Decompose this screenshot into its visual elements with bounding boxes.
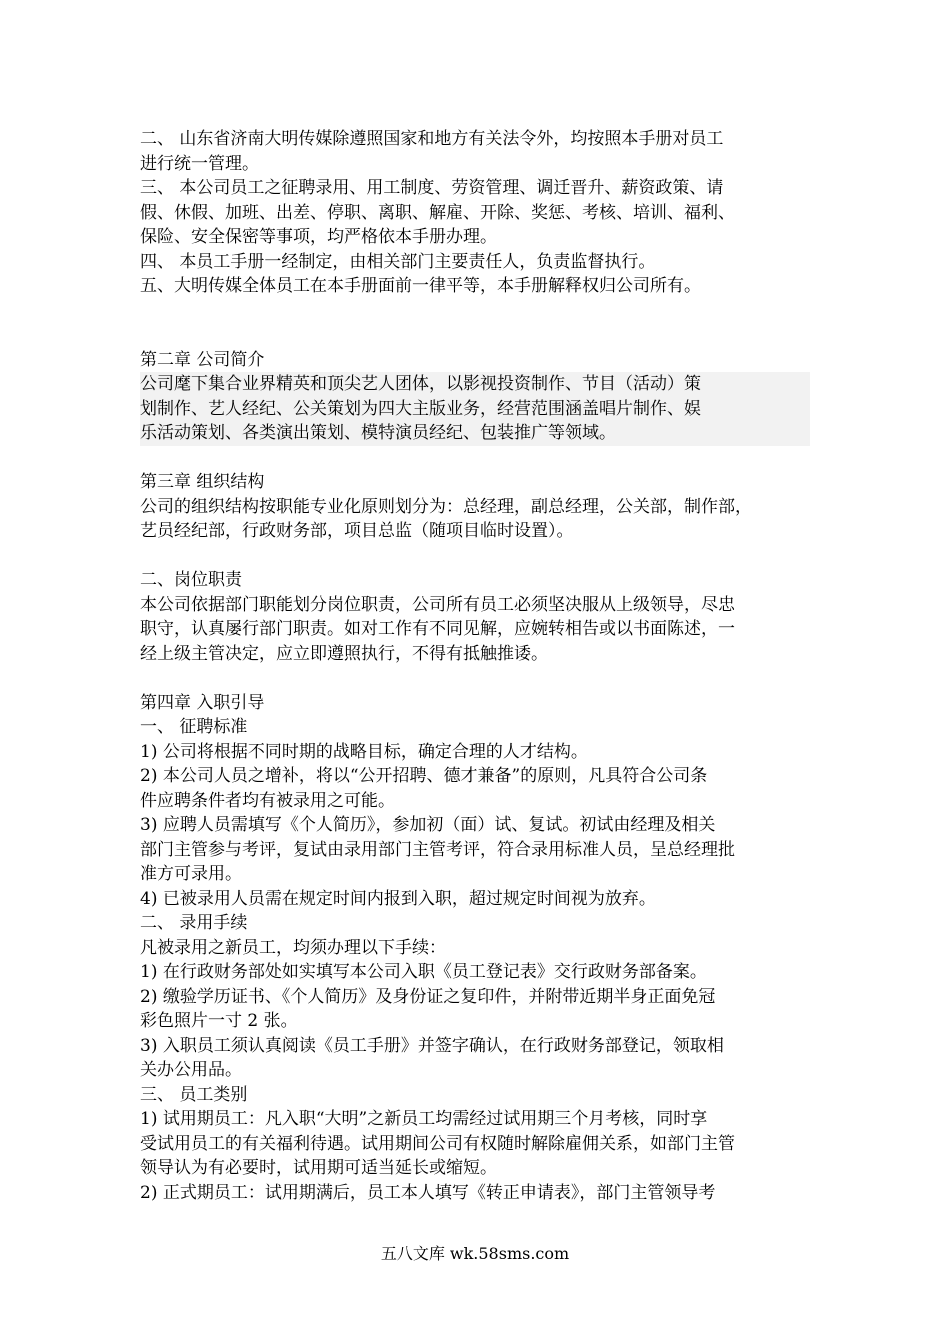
text-line: 3) 入职员工须认真阅读《员工手册》并签字确认，在行政财务部登记，领取相 [140, 1035, 724, 1056]
text-line: 受试用员工的有关福利待遇。试用期间公司有权随时解除雇佣关系，如部门主管 [140, 1133, 735, 1154]
chapter-heading: 第四章 入职引导 [140, 692, 265, 713]
text-line: 1) 试用期员工：凡入职“大明”之新员工均需经过试用期三个月考核，同时享 [140, 1109, 708, 1129]
text-line: 公司麾下集合业界精英和顶尖艺人团体，以影视投资制作、节目（活动）策 [140, 374, 701, 394]
intro-section [140, 127, 830, 299]
text-line: 2) 正式期员工：试用期满后，员工本人填写《转正申请表》，部门主管领导考 [140, 1182, 716, 1203]
text-line: 经上级主管决定，应立即遵照执行，不得有抵触推诿。 [140, 643, 548, 664]
chapter-4-section [140, 691, 830, 1206]
text-line: 1) 公司将根据不同时期的战略目标，确定合理的人才结构。 [140, 741, 588, 762]
text-line: 一、 征聘标准 [140, 717, 248, 737]
text-line: 1) 在行政财务部处如实填写本公司入职《员工登记表》交行政财务部备案。 [140, 962, 707, 982]
text-line: 四、 本员工手册一经制定，由相关部门主要责任人，负责监督执行。 [140, 251, 656, 272]
text-line: 划制作、艺人经纪、公关策划为四大主版业务，经营范围涵盖唱片制作、娱 [140, 398, 701, 419]
text-line: 彩色照片一寸 2 张。 [140, 1011, 298, 1031]
text-line: 准方可录用。 [140, 864, 242, 884]
text-line: 二、 山东省济南大明传媒除遵照国家和地方有关法令外，均按照本手册对员工 [140, 129, 724, 149]
text-line: 乐活动策划、各类演出策划、模特演员经纪、包装推广等领域。 [140, 423, 616, 443]
text-line: 公司的组织结构按职能专业化原则划分为：总经理，副总经理，公关部，制作部， [140, 496, 752, 517]
text-line: 2) 缴验学历证书、《个人简历》及身份证之复印件，并附带近期半身正面免冠 [140, 986, 716, 1007]
footer-watermark: 五八文库 wk.58sms.com [380, 1244, 570, 1263]
text-line: 三、 员工类别 [140, 1084, 248, 1105]
text-line: 职守，认真屡行部门职责。如对工作有不同见解，应婉转相告或以书面陈述，一 [140, 619, 735, 639]
text-line: 件应聘条件者均有被录用之可能。 [140, 790, 395, 811]
duties-section [140, 568, 830, 666]
chapter-3-section [140, 470, 830, 544]
chapter-2-body [140, 372, 810, 446]
chapter-heading: 第二章 公司简介 [140, 349, 265, 370]
text-line: 部门主管参与考评，复试由录用部门主管考评，符合录用标准人员，呈总经理批 [140, 839, 735, 860]
text-line: 3) 应聘人员需填写《个人简历》，参加初（面）试、复试。初试由经理及相关 [140, 815, 716, 835]
text-line: 保险、安全保密等事项，均严格依本手册办理。 [140, 227, 497, 247]
text-line: 艺员经纪部，行政财务部，项目总监（随项目临时设置）。 [140, 521, 574, 541]
text-line: 假、休假、加班、出差、停职、离职、解雇、开除、奖惩、考核、培训、福利、 [140, 202, 735, 223]
text-line: 关办公用品。 [140, 1060, 242, 1080]
document-page [140, 127, 830, 1205]
section-heading: 二、岗位职责 [140, 570, 242, 590]
text-line: 本公司依据部门职能划分岗位职责，公司所有员工必须坚决服从上级领导，尽忠 [140, 594, 735, 615]
text-line: 4) 已被录用人员需在规定时间内报到入职，超过规定时间视为放弃。 [140, 888, 656, 909]
text-line: 进行统一管理。 [140, 153, 259, 174]
text-line: 领导认为有必要时，试用期可适当延长或缩短。 [140, 1158, 497, 1178]
text-line: 五、大明传媒全体员工在本手册面前一律平等，本手册解释权归公司所有。 [140, 276, 701, 296]
text-line: 三、 本公司员工之征聘录用、用工制度、劳资管理、调迁晋升、薪资政策、请 [140, 178, 724, 198]
text-line: 2) 本公司人员之增补，将以“公开招聘、德才兼备”的原则，凡具符合公司条 [140, 766, 708, 786]
chapter-2-section [140, 348, 830, 446]
chapter-heading: 第三章 组织结构 [140, 472, 265, 492]
text-line: 二、 录用手续 [140, 913, 248, 933]
text-line: 凡被录用之新员工，均须办理以下手续： [140, 937, 446, 958]
